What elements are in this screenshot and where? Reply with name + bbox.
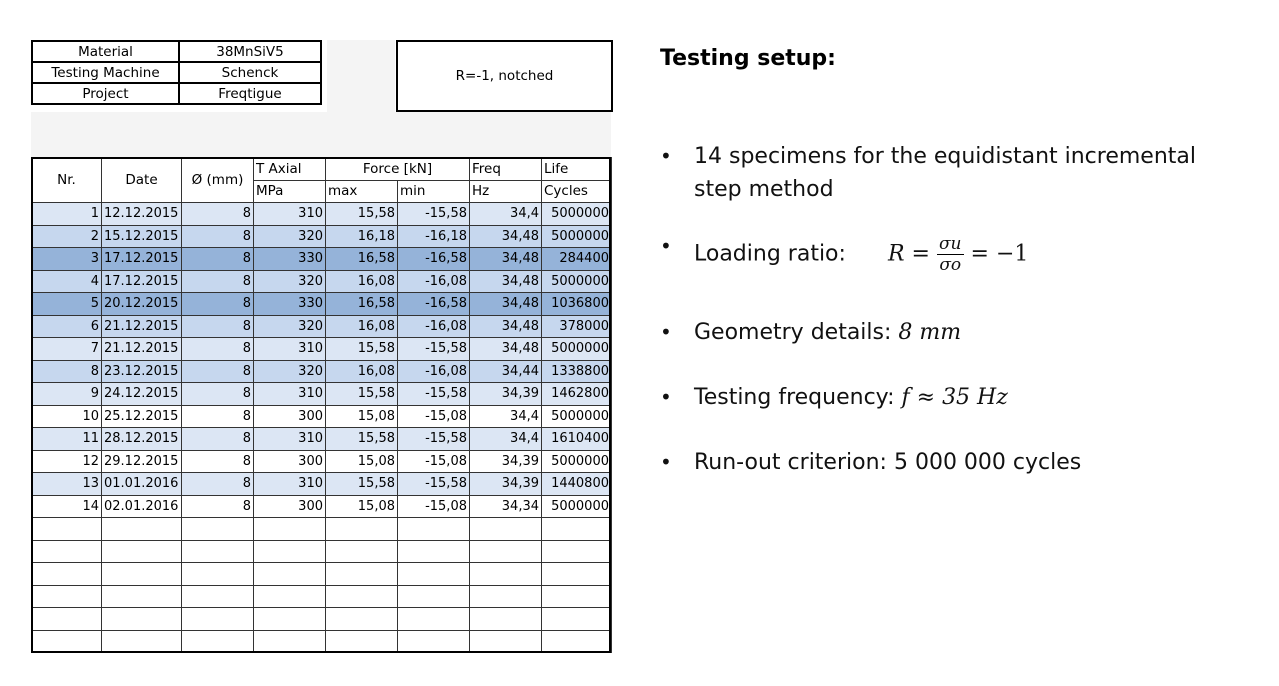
table-cell-f: 34,44 bbox=[470, 360, 542, 383]
info-row-project bbox=[32, 83, 321, 104]
header-freq-unit: Hz bbox=[470, 180, 542, 203]
info-value: 38MnSiV5 bbox=[179, 41, 321, 62]
table-cell-nr: 11 bbox=[32, 428, 102, 451]
table-cell-date: 17.12.2015 bbox=[102, 270, 182, 293]
table-cell-nr: 13 bbox=[32, 473, 102, 496]
table-cell-nr: 9 bbox=[32, 383, 102, 406]
table-cell-date: 17.12.2015 bbox=[102, 248, 182, 271]
runout-value: 5 000 000 cycles bbox=[893, 450, 1082, 475]
empty-cell bbox=[254, 585, 326, 608]
table-cell-t: 310 bbox=[254, 203, 326, 226]
table-cell-f: 34,48 bbox=[470, 293, 542, 316]
empty-cell bbox=[182, 563, 254, 586]
table-cell-max: 15,58 bbox=[326, 203, 398, 226]
table-cell-d: 8 bbox=[182, 293, 254, 316]
table-cell-life: 1440800 bbox=[542, 473, 612, 496]
table-body bbox=[32, 203, 612, 653]
empty-cell bbox=[102, 608, 182, 631]
empty-cell bbox=[102, 518, 182, 541]
table-cell-nr: 6 bbox=[32, 315, 102, 338]
load-ratio-box: R=-1, notched bbox=[396, 40, 613, 112]
table-row bbox=[32, 473, 612, 496]
table-row bbox=[32, 495, 612, 518]
table-cell-date: 15.12.2015 bbox=[102, 225, 182, 248]
empty-cell bbox=[254, 563, 326, 586]
table-cell-date: 01.01.2016 bbox=[102, 473, 182, 496]
empty-cell bbox=[470, 585, 542, 608]
table-cell-f: 34,4 bbox=[470, 203, 542, 226]
table-cell-life: 378000 bbox=[542, 315, 612, 338]
table-cell-life: 1036800 bbox=[542, 293, 612, 316]
table-cell-min: -15,58 bbox=[398, 338, 470, 361]
empty-cell bbox=[542, 540, 612, 563]
table-cell-f: 34,4 bbox=[470, 405, 542, 428]
table-cell-max: 15,58 bbox=[326, 428, 398, 451]
table-cell-d: 8 bbox=[182, 428, 254, 451]
empty-cell bbox=[182, 630, 254, 653]
table-cell-min: -15,58 bbox=[398, 428, 470, 451]
table-cell-d: 8 bbox=[182, 450, 254, 473]
table-cell-max: 15,58 bbox=[326, 338, 398, 361]
table-cell-nr: 1 bbox=[32, 203, 102, 226]
empty-cell bbox=[254, 518, 326, 541]
empty-row bbox=[32, 540, 612, 563]
table-row bbox=[32, 428, 612, 451]
empty-cell bbox=[470, 563, 542, 586]
empty-row bbox=[32, 518, 612, 541]
table-cell-t: 320 bbox=[254, 225, 326, 248]
table-cell-t: 320 bbox=[254, 360, 326, 383]
header-freq: Freq bbox=[470, 158, 542, 181]
table-cell-min: -16,08 bbox=[398, 315, 470, 338]
table-row bbox=[32, 293, 612, 316]
table-cell-d: 8 bbox=[182, 225, 254, 248]
empty-cell bbox=[32, 563, 102, 586]
table-cell-d: 8 bbox=[182, 338, 254, 361]
bullet-icon: • bbox=[660, 320, 672, 344]
table-cell-t: 320 bbox=[254, 315, 326, 338]
table-cell-life: 1338800 bbox=[542, 360, 612, 383]
empty-cell bbox=[542, 608, 612, 631]
table-cell-date: 20.12.2015 bbox=[102, 293, 182, 316]
table-cell-date: 24.12.2015 bbox=[102, 383, 182, 406]
table-cell-nr: 3 bbox=[32, 248, 102, 271]
table-cell-max: 16,08 bbox=[326, 270, 398, 293]
empty-cell bbox=[326, 630, 398, 653]
empty-cell bbox=[326, 585, 398, 608]
table-cell-max: 16,08 bbox=[326, 360, 398, 383]
table-cell-d: 8 bbox=[182, 405, 254, 428]
header-date: Date bbox=[102, 158, 182, 203]
table-cell-max: 15,58 bbox=[326, 383, 398, 406]
table-cell-max: 15,08 bbox=[326, 405, 398, 428]
table-cell-date: 28.12.2015 bbox=[102, 428, 182, 451]
table-cell-f: 34,39 bbox=[470, 450, 542, 473]
table-row bbox=[32, 315, 612, 338]
info-value: Schenck bbox=[179, 62, 321, 83]
info-table bbox=[31, 40, 322, 105]
header-diameter: Ø (mm) bbox=[182, 158, 254, 203]
table-cell-d: 8 bbox=[182, 270, 254, 293]
empty-cell bbox=[542, 585, 612, 608]
table-cell-max: 16,18 bbox=[326, 225, 398, 248]
empty-cell bbox=[32, 518, 102, 541]
gap-band bbox=[31, 112, 611, 157]
table-cell-max: 16,58 bbox=[326, 293, 398, 316]
table-cell-t: 300 bbox=[254, 495, 326, 518]
empty-cell bbox=[542, 563, 612, 586]
table-cell-d: 8 bbox=[182, 203, 254, 226]
fraction-denominator: σo bbox=[939, 255, 962, 275]
table-cell-f: 34,34 bbox=[470, 495, 542, 518]
header-min: min bbox=[398, 180, 470, 203]
table-cell-nr: 10 bbox=[32, 405, 102, 428]
table-cell-life: 5000000 bbox=[542, 405, 612, 428]
runout-label: Run-out criterion: bbox=[694, 450, 887, 475]
table-cell-t: 330 bbox=[254, 248, 326, 271]
table-cell-life: 5000000 bbox=[542, 450, 612, 473]
header-taxial-unit: MPa bbox=[254, 180, 326, 203]
table-cell-life: 5000000 bbox=[542, 225, 612, 248]
table-cell-f: 34,48 bbox=[470, 315, 542, 338]
table-cell-f: 34,48 bbox=[470, 248, 542, 271]
empty-cell bbox=[398, 518, 470, 541]
geometry-value: 8 mm bbox=[898, 320, 962, 345]
table-cell-t: 320 bbox=[254, 270, 326, 293]
empty-row bbox=[32, 608, 612, 631]
empty-cell bbox=[470, 608, 542, 631]
empty-cell bbox=[102, 563, 182, 586]
empty-cell bbox=[32, 630, 102, 653]
table-cell-nr: 12 bbox=[32, 450, 102, 473]
table-cell-life: 5000000 bbox=[542, 270, 612, 293]
table-cell-t: 300 bbox=[254, 450, 326, 473]
table-cell-t: 310 bbox=[254, 338, 326, 361]
empty-cell bbox=[398, 585, 470, 608]
bullet-icon: • bbox=[660, 234, 672, 258]
table-cell-min: -15,58 bbox=[398, 473, 470, 496]
empty-cell bbox=[102, 630, 182, 653]
table-cell-max: 15,08 bbox=[326, 450, 398, 473]
empty-cell bbox=[32, 540, 102, 563]
frequency-value: f ≈ 35 Hz bbox=[901, 385, 1008, 410]
ratio-value: = −1 bbox=[970, 241, 1029, 267]
table-cell-life: 5000000 bbox=[542, 203, 612, 226]
info-label: Material bbox=[32, 41, 179, 62]
table-cell-min: -15,58 bbox=[398, 203, 470, 226]
table-row bbox=[32, 383, 612, 406]
empty-cell bbox=[326, 608, 398, 631]
empty-row bbox=[32, 563, 612, 586]
table-cell-t: 310 bbox=[254, 473, 326, 496]
table-row bbox=[32, 360, 612, 383]
empty-cell bbox=[326, 540, 398, 563]
table-cell-life: 1462800 bbox=[542, 383, 612, 406]
empty-cell bbox=[182, 540, 254, 563]
table-cell-min: -16,58 bbox=[398, 248, 470, 271]
header-force: Force [kN] bbox=[326, 158, 470, 181]
table-cell-f: 34,4 bbox=[470, 428, 542, 451]
table-cell-min: -16,08 bbox=[398, 360, 470, 383]
table-row bbox=[32, 450, 612, 473]
table-cell-min: -15,08 bbox=[398, 405, 470, 428]
table-cell-nr: 14 bbox=[32, 495, 102, 518]
table-cell-date: 21.12.2015 bbox=[102, 338, 182, 361]
empty-cell bbox=[326, 563, 398, 586]
bullet-text bbox=[694, 234, 1028, 275]
header-taxial: T Axial bbox=[254, 158, 326, 181]
empty-cell bbox=[470, 630, 542, 653]
table-cell-t: 310 bbox=[254, 383, 326, 406]
table-cell-date: 12.12.2015 bbox=[102, 203, 182, 226]
table-row bbox=[32, 248, 612, 271]
table-cell-f: 34,48 bbox=[470, 270, 542, 293]
bullet-icon: • bbox=[660, 385, 672, 409]
table-cell-min: -16,08 bbox=[398, 270, 470, 293]
table-row bbox=[32, 225, 612, 248]
table-row bbox=[32, 405, 612, 428]
table-cell-max: 15,08 bbox=[326, 495, 398, 518]
bullet-text-2: step method bbox=[694, 177, 834, 202]
info-value: Freqtigue bbox=[179, 83, 321, 104]
table-cell-min: -15,08 bbox=[398, 495, 470, 518]
ratio-fraction bbox=[937, 234, 964, 275]
bullet-text bbox=[694, 450, 1081, 475]
info-row-material bbox=[32, 41, 321, 62]
empty-cell bbox=[470, 518, 542, 541]
table-cell-t: 300 bbox=[254, 405, 326, 428]
table-cell-max: 15,58 bbox=[326, 473, 398, 496]
empty-cell bbox=[102, 585, 182, 608]
header-max: max bbox=[326, 180, 398, 203]
fraction-numerator: σu bbox=[938, 234, 962, 254]
loading-ratio-label: Loading ratio: bbox=[694, 241, 846, 267]
empty-cell bbox=[542, 518, 612, 541]
table-cell-nr: 5 bbox=[32, 293, 102, 316]
bullet-icon: • bbox=[660, 144, 672, 168]
header-life-unit: Cycles bbox=[542, 180, 612, 203]
table-cell-f: 34,48 bbox=[470, 338, 542, 361]
table-cell-date: 25.12.2015 bbox=[102, 405, 182, 428]
table-cell-d: 8 bbox=[182, 383, 254, 406]
table-row bbox=[32, 338, 612, 361]
setup-heading: Testing setup: bbox=[660, 46, 836, 71]
table-cell-date: 29.12.2015 bbox=[102, 450, 182, 473]
table-cell-nr: 4 bbox=[32, 270, 102, 293]
table-cell-date: 02.01.2016 bbox=[102, 495, 182, 518]
empty-cell bbox=[254, 608, 326, 631]
empty-cell bbox=[182, 518, 254, 541]
table-cell-t: 310 bbox=[254, 428, 326, 451]
empty-cell bbox=[398, 563, 470, 586]
empty-cell bbox=[102, 540, 182, 563]
specimen-table bbox=[31, 157, 612, 653]
bullet-icon: • bbox=[660, 450, 672, 474]
equals-sign: = bbox=[911, 241, 930, 267]
empty-cell bbox=[326, 518, 398, 541]
info-label: Testing Machine bbox=[32, 62, 179, 83]
table-cell-min: -16,18 bbox=[398, 225, 470, 248]
table-cell-nr: 7 bbox=[32, 338, 102, 361]
empty-cell bbox=[254, 540, 326, 563]
bullet-text bbox=[694, 320, 961, 345]
table-cell-min: -15,08 bbox=[398, 450, 470, 473]
empty-cell bbox=[254, 630, 326, 653]
empty-cell bbox=[542, 630, 612, 653]
bullet-text: 14 specimens for the equidistant incremental bbox=[694, 144, 1197, 169]
empty-cell bbox=[32, 585, 102, 608]
info-label: Project bbox=[32, 83, 179, 104]
bullet-text bbox=[694, 385, 1008, 410]
frequency-label: Testing frequency: bbox=[694, 385, 895, 410]
table-cell-life: 284400 bbox=[542, 248, 612, 271]
header-life: Life bbox=[542, 158, 612, 181]
table-cell-d: 8 bbox=[182, 248, 254, 271]
info-spacer bbox=[327, 40, 395, 112]
empty-cell bbox=[182, 608, 254, 631]
table-cell-nr: 2 bbox=[32, 225, 102, 248]
table-cell-d: 8 bbox=[182, 473, 254, 496]
table-cell-max: 16,08 bbox=[326, 315, 398, 338]
table-cell-d: 8 bbox=[182, 315, 254, 338]
table-cell-f: 34,48 bbox=[470, 225, 542, 248]
table-cell-date: 21.12.2015 bbox=[102, 315, 182, 338]
table-cell-min: -15,58 bbox=[398, 383, 470, 406]
table-cell-life: 5000000 bbox=[542, 338, 612, 361]
table-cell-t: 330 bbox=[254, 293, 326, 316]
table-header-row-1 bbox=[32, 158, 612, 181]
empty-cell bbox=[398, 608, 470, 631]
table-cell-f: 34,39 bbox=[470, 383, 542, 406]
empty-cell bbox=[470, 540, 542, 563]
empty-row bbox=[32, 630, 612, 653]
table-cell-nr: 8 bbox=[32, 360, 102, 383]
table-cell-life: 5000000 bbox=[542, 495, 612, 518]
table-row bbox=[32, 203, 612, 226]
empty-row bbox=[32, 585, 612, 608]
header-nr: Nr. bbox=[32, 158, 102, 203]
table-cell-f: 34,39 bbox=[470, 473, 542, 496]
empty-cell bbox=[398, 540, 470, 563]
table-cell-date: 23.12.2015 bbox=[102, 360, 182, 383]
table-cell-life: 1610400 bbox=[542, 428, 612, 451]
empty-cell bbox=[398, 630, 470, 653]
table-cell-d: 8 bbox=[182, 360, 254, 383]
ratio-symbol: R bbox=[887, 241, 905, 267]
table-cell-max: 16,58 bbox=[326, 248, 398, 271]
empty-cell bbox=[32, 608, 102, 631]
table-cell-d: 8 bbox=[182, 495, 254, 518]
table-cell-min: -16,58 bbox=[398, 293, 470, 316]
empty-cell bbox=[182, 585, 254, 608]
table-row bbox=[32, 270, 612, 293]
info-row-machine bbox=[32, 62, 321, 83]
geometry-label: Geometry details: bbox=[694, 320, 892, 345]
